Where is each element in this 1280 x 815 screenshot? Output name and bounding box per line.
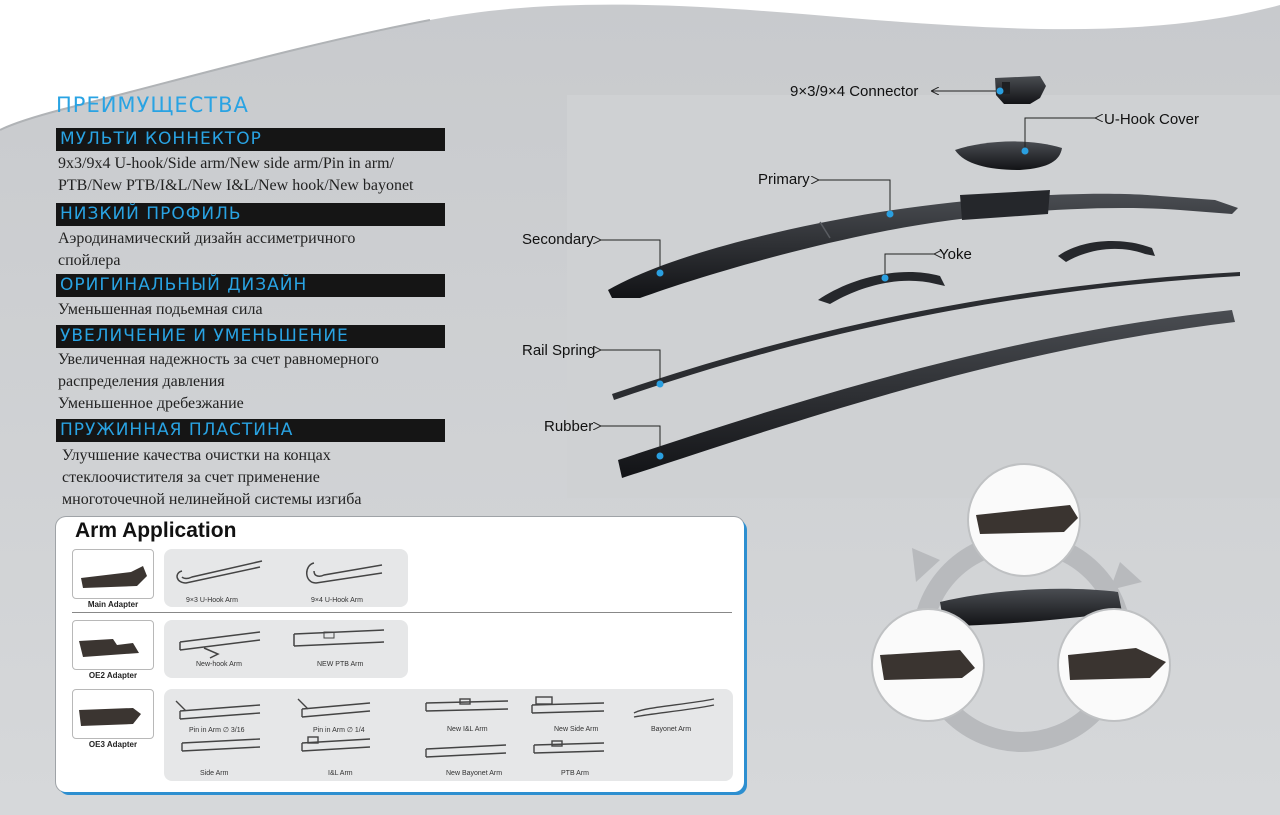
yoke-part — [818, 272, 945, 304]
arm-label: New I&L Arm — [447, 726, 488, 733]
label-u-hook-cover: U-Hook Cover — [1104, 111, 1200, 128]
arm-label: NEW PTB Arm — [317, 661, 364, 668]
benefit-heading-multi-connector: МУЛЬТИ КОННЕКТОР — [56, 128, 445, 151]
arm-label: 9×3 U-Hook Arm — [186, 597, 238, 604]
arm-label: I&L Arm — [328, 770, 353, 777]
hook-ptb-arm-icons — [164, 620, 408, 678]
adapter-photo-circle-top — [968, 464, 1080, 576]
benefit-line: Увеличенная надежность за счет равномерного — [58, 351, 379, 368]
arm-label: Pin in Arm ∅ 3/16 — [189, 727, 245, 734]
arm-label: New Side Arm — [554, 726, 599, 733]
benefit-line: Улучшение качества очистки на концах — [62, 447, 331, 464]
label-secondary: Secondary — [522, 231, 594, 248]
benefit-line: Аэродинамический дизайн ассиметричного — [58, 230, 356, 247]
main-adapter-label: Main Adapter — [87, 600, 139, 609]
benefit-line: PTB/New PTB/I&L/New I&L/New hook/New bayonet — [58, 177, 414, 194]
oe2-adapter-label: OE2 Adapter — [88, 671, 138, 680]
benefit-line: спойлера — [58, 252, 121, 269]
label-connector: 9×3/9×4 Connector — [790, 83, 919, 100]
u-hook-cover-part — [955, 141, 1062, 170]
divider — [72, 612, 732, 613]
arm-label: PTB Arm — [561, 770, 590, 777]
adapter-photo-circle-right — [1058, 609, 1170, 721]
benefit-heading-increase-decrease: УВЕЛИЧЕНИЕ И УМЕНЬШЕНИЕ — [56, 325, 445, 348]
benefit-line: распределения давления — [58, 373, 225, 390]
main-adapter-image — [72, 549, 154, 599]
arm-label: Pin in Arm ∅ 1/4 — [313, 727, 365, 734]
oe3-adapter-image — [72, 689, 154, 739]
adapter-photo-circle-left — [872, 609, 984, 721]
arm-label: New Bayonet Arm — [446, 770, 503, 777]
oe3-adapter-label: OE3 Adapter — [88, 740, 138, 749]
label-primary: Primary — [758, 171, 810, 188]
benefit-line: 9x3/9x4 U-hook/Side arm/New side arm/Pin in arm/ — [58, 155, 394, 172]
benefit-heading-original-design: ОРИГИНАЛЬНЫЙ ДИЗАЙН — [56, 274, 445, 297]
benefit-line: многоточечной нелинейной системы изгиба — [62, 491, 362, 508]
arm-application-title: Arm Application — [75, 519, 237, 542]
label-rail-spring: Rail Spring — [522, 342, 596, 359]
arm-label: New-hook Arm — [196, 661, 242, 668]
arm-label: Bayonet Arm — [651, 726, 692, 733]
label-yoke: Yoke — [939, 246, 972, 263]
arm-label: 9×4 U-Hook Arm — [311, 597, 363, 604]
oe2-adapter-image — [72, 620, 154, 670]
adapter-cycle-graphic — [872, 464, 1170, 742]
benefit-heading-low-profile: НИЗКИЙ ПРОФИЛЬ — [56, 203, 445, 226]
benefit-line: Уменьшенное дребезжание — [58, 395, 244, 412]
benefits-title: ПРЕИМУЩЕСТВА — [56, 93, 249, 117]
benefit-heading-spring-plate: ПРУЖИННАЯ ПЛАСТИНА — [56, 419, 445, 442]
arm-row-oe2 — [164, 620, 408, 678]
yoke-part-2 — [1058, 241, 1155, 262]
benefit-line: Уменьшенная подьемная сила — [58, 301, 263, 318]
oe3-arm-icons — [164, 689, 733, 781]
rubber-part — [618, 310, 1235, 478]
label-rubber: Rubber — [544, 418, 594, 435]
arm-row-oe3 — [164, 689, 733, 781]
arm-label: Side Arm — [200, 770, 229, 777]
benefit-line: стеклоочистителя за счет применение — [62, 469, 320, 486]
